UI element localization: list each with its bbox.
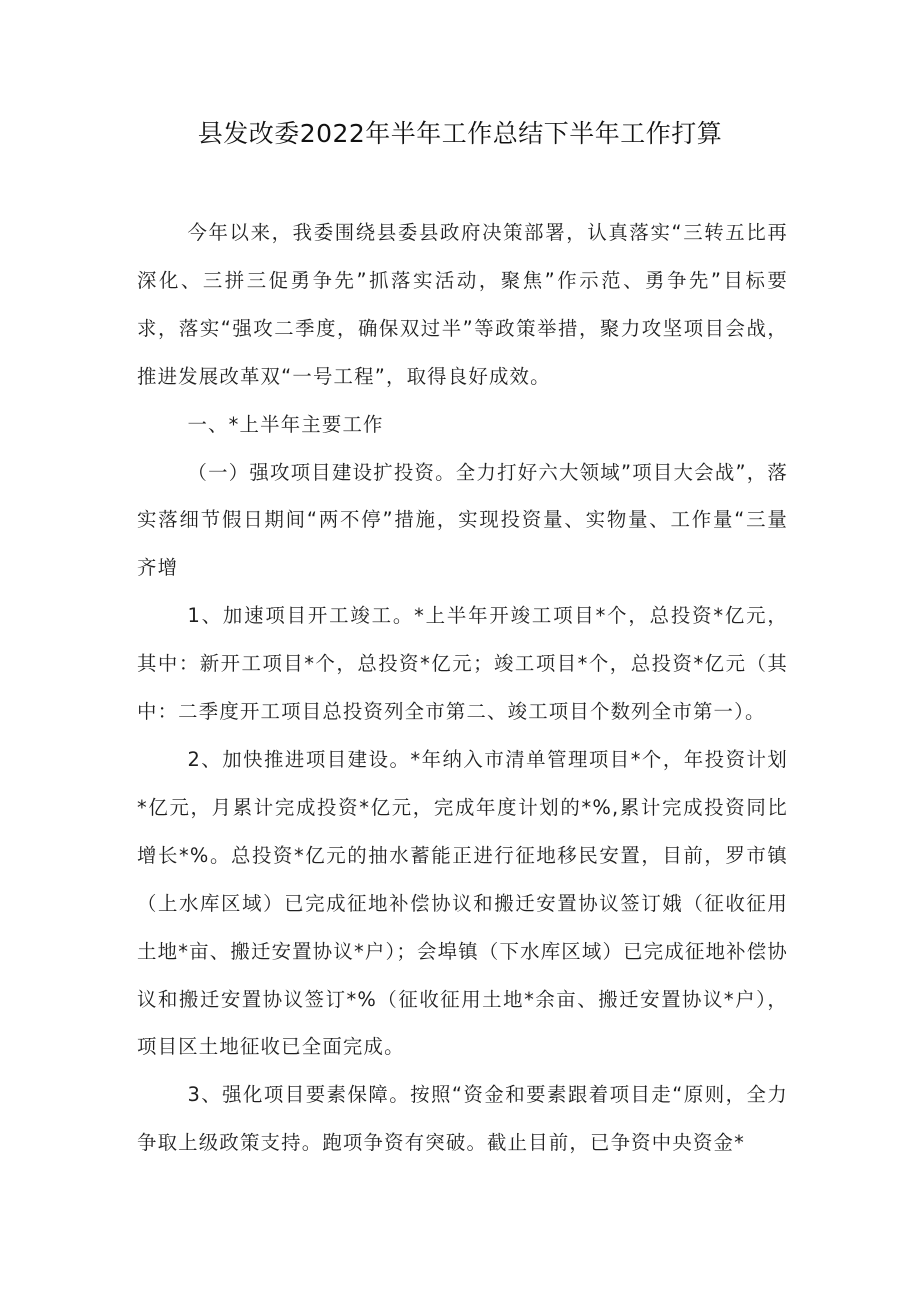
paragraph-intro: 今年以来，我委围绕县委县政府决策部署，认真落实“三转五比再深化、三拼三促勇争先”抓落实活动，聚焦”作示范、勇争先”目标要求，落实“强攻二季度，确保双过半”等政策举措，聚力攻坚项目会战，推进发展改革双“一号工程”，取得良好成效。 bbox=[137, 221, 788, 388]
section-heading: 一、*上半年主要工作 bbox=[187, 412, 384, 436]
paragraph-item-1: 1、加速项目开工竣工。*上半年开竣工项目*个，总投资*亿元，其中：新开工项目*个，总投资*亿元；竣工项目*个，总投资*亿元（其中：二季度开工项目总投资列全市第二、竣工项目个数列全市第一）。 bbox=[137, 604, 788, 724]
paragraph-subsection-1: （一）强攻项目建设扩投资。全力打好六大领域”项目大会战”，落实落细节假日期间“两不停”措施，实现投资量、实物量、工作量“三量齐增 bbox=[137, 460, 788, 580]
paragraph-item-2: 2、加快推进项目建设。*年纳入市清单管理项目*个，年投资计划*亿元，月累计完成投资*亿元，完成年度计划的*%,累计完成投资同比增长*%。总投资*亿元的抽水蓄能正进行征地移民安置，目前，罗市镇（上水库区域）已完成征地补偿协议和搬迁安置协议签订娥（征收征用土地*亩、搬迁安置协议*户）；会埠镇（下水库区域）已完成征地补偿协议和搬迁安置协议签订*%（征收征用土地*余亩、搬迁安置协议*户），项目区土地征收已全面完成。 bbox=[137, 747, 788, 1059]
document-body bbox=[137, 209, 788, 1167]
paragraph-item-3: 3、强化项目要素保障。按照“资金和要素跟着项目走“原则，全力争取上级政策支持。跑项争资有突破。截止目前，已争资中央资金* bbox=[137, 1083, 788, 1155]
document-title: 县发改委2022年半年工作总结下半年工作打算 bbox=[197, 119, 723, 148]
